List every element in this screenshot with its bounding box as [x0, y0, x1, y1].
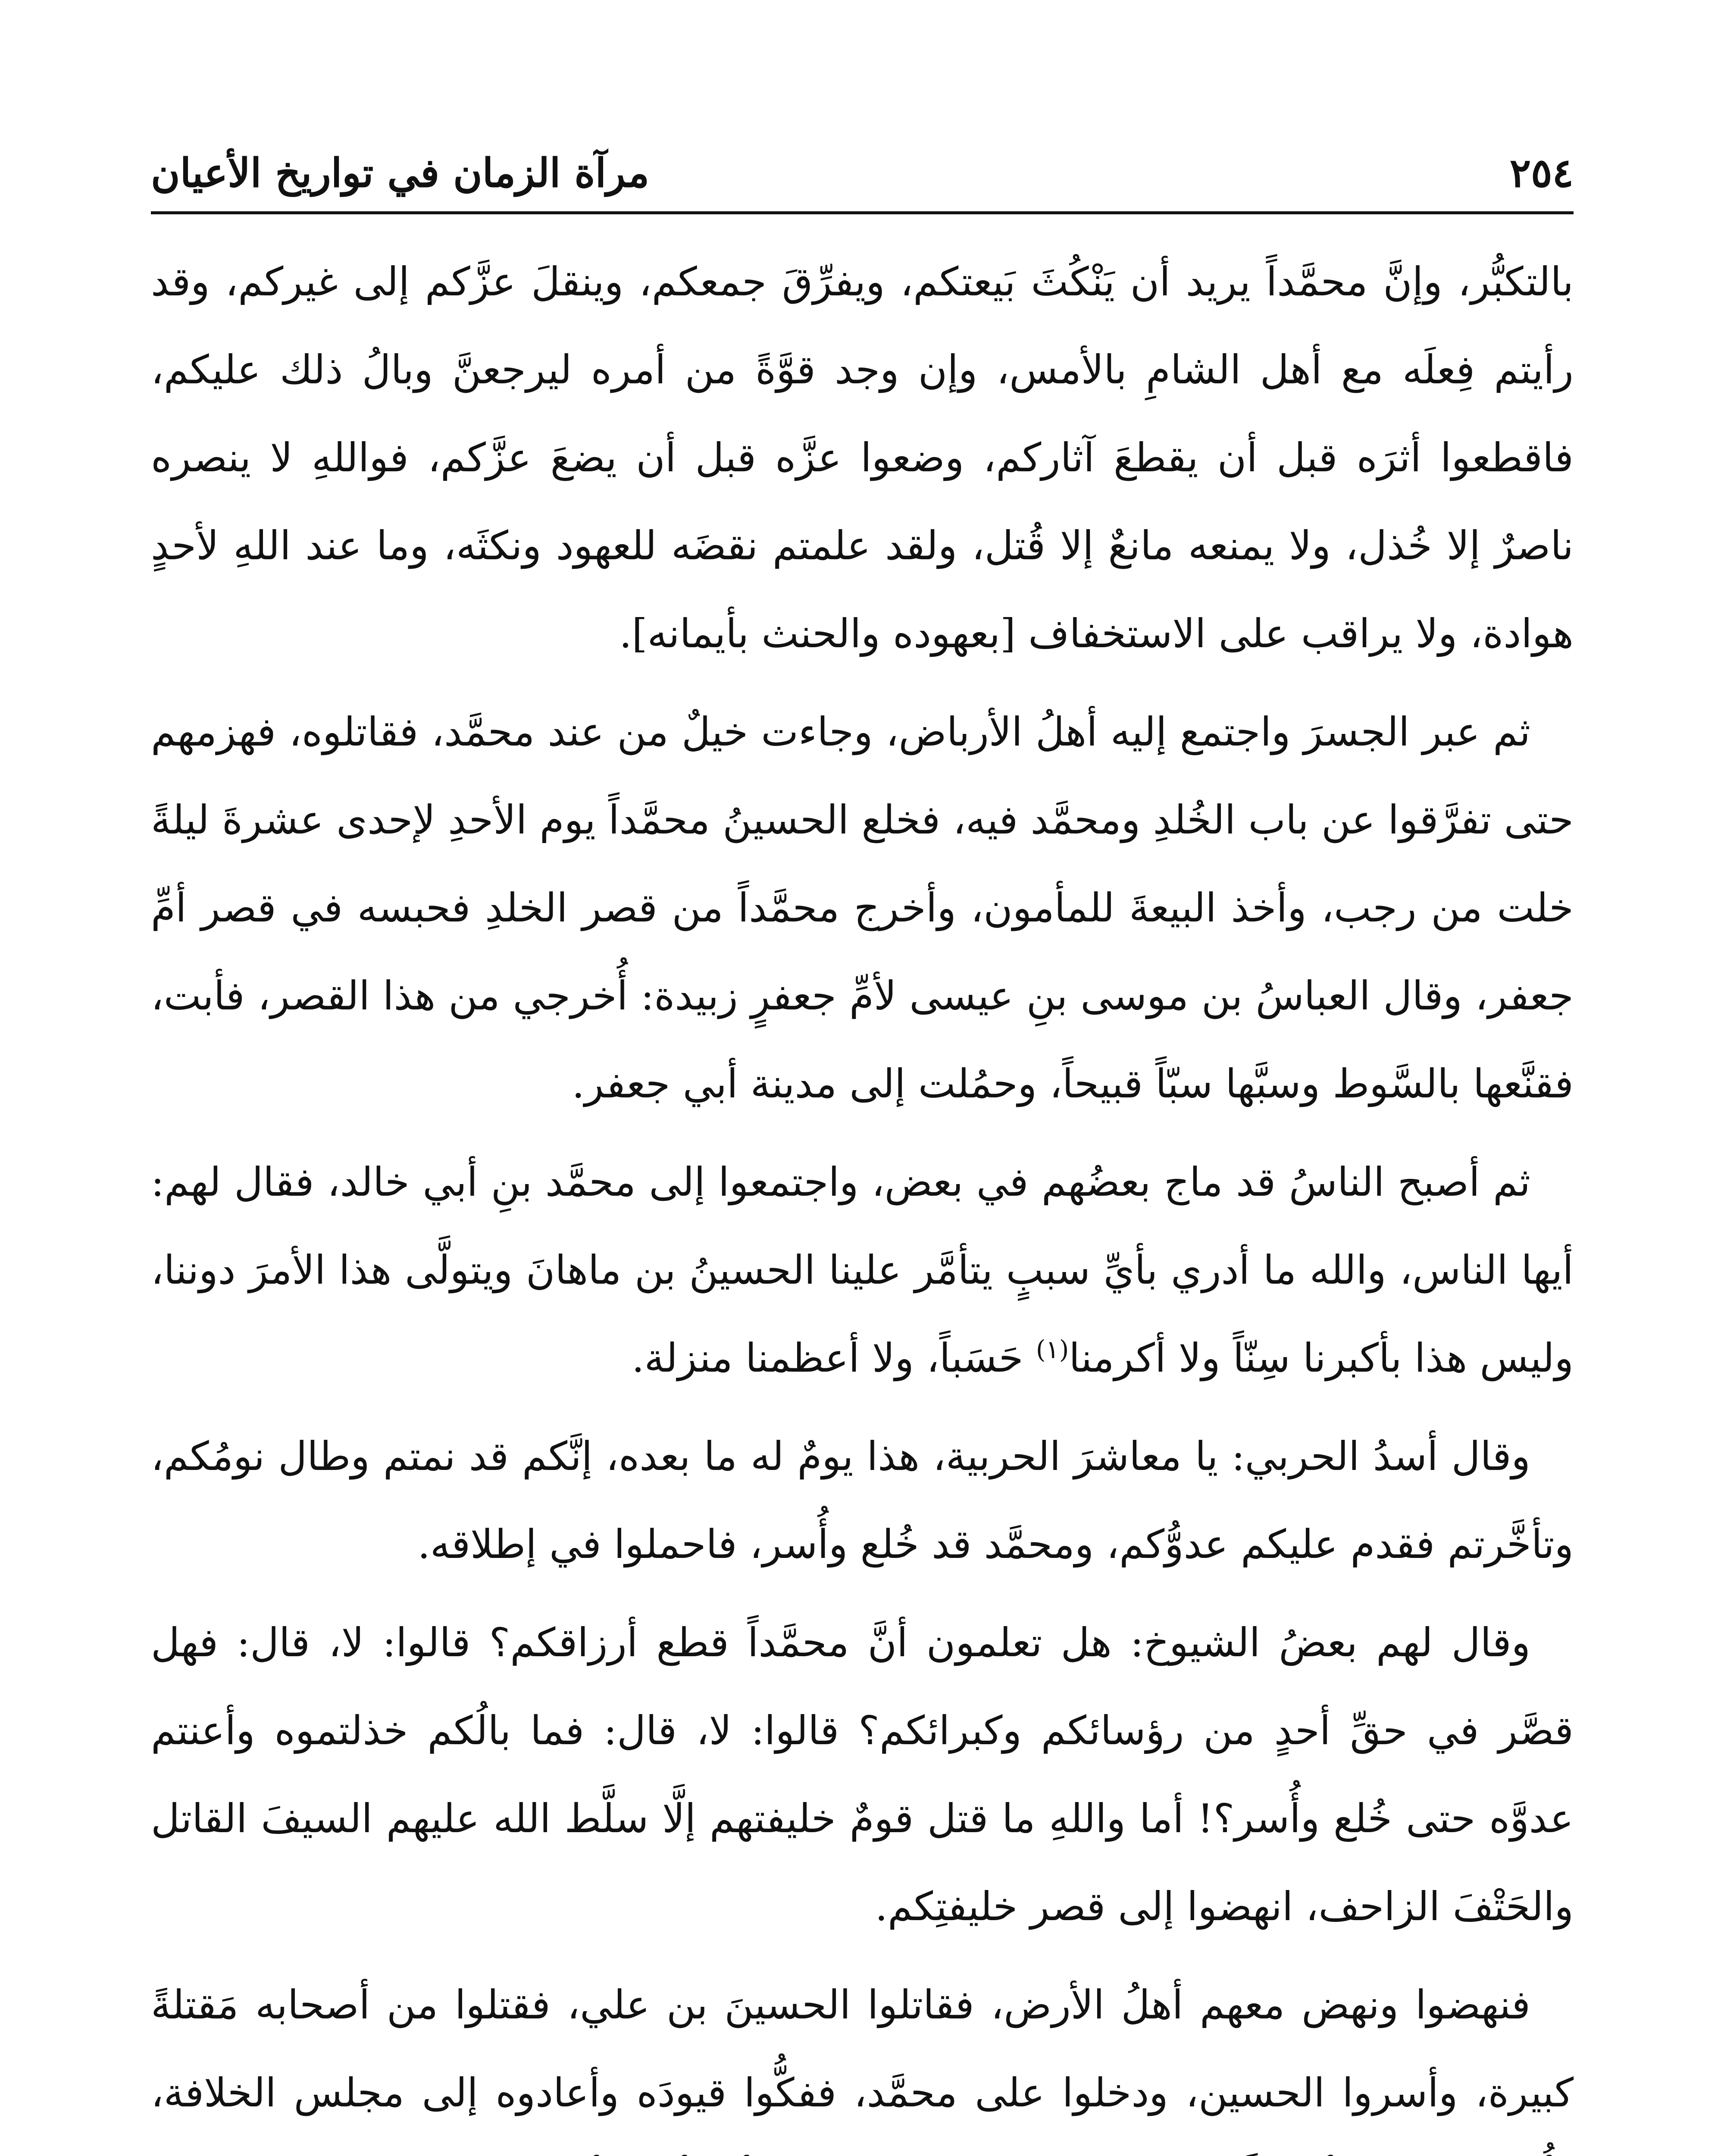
- paragraph-4: وقال أسدُ الحربي: يا معاشرَ الحربية، هذا يومٌ له ما بعده، إنَّكم قد نمتم وطال نومُكم، وتأخَّرتم فقدم عليكم عدوُّكم، ومحمَّد قد خُلع وأُسر، فاحملوا في إطلاقه.: [151, 1433, 1574, 1567]
- paragraph-5: وقال لهم بعضُ الشيوخ: هل تعلمون أنَّ محمَّداً قطع أرزاقكم؟ قالوا: لا، قال: فهل قصَّر في حقِّ أحدٍ من رؤسائكم وكبرائكم؟ قالوا: لا، قال: فما بالُكم خذلتموه وأعنتم عدوَّه حتى خُلع وأُسر؟! أما واللهِ ما قتل قومٌ خليفتهم إلَّا سلَّط الله عليهم السيفَ القاتل والحَتْفَ الزاحف، انهضوا إلى قصر خليفتِكم.: [151, 1620, 1574, 1930]
- page-number: ٢٥٤: [1509, 150, 1574, 196]
- paragraph-3-end: حَسَباً، ولا أعظمنا منزلة.: [632, 1335, 1023, 1381]
- main-text: [151, 238, 1574, 2156]
- paragraph-3-text: ثم أصبح الناسُ قد ماج بعضُهم في بعض، واجتمعوا إلى محمَّد بنِ أبي خالد، فقال لهم: أيها الناس، والله ما أدري بأيِّ سببٍ يتأمَّر علينا الحسينُ بن ماهانَ ويتولَّى هذا الأمرَ دوننا، وليس هذا بأكبرنا سِنّاً ولا أكرمنا: [151, 1159, 1574, 1381]
- paragraph-3: [151, 1138, 1574, 1402]
- paragraph-6: فنهضوا ونهض معهم أهلُ الأرض، فقاتلوا الحسينَ بن علي، فقتلوا من أصحابه مَقتلةً كبيرة، وأسروا الحسين، ودخلوا على محمَّد، ففكُّوا قيودَه وأعادوه إلى مجلس الخلافة،: [151, 1982, 1574, 2116]
- book-title: مرآة الزمان في تواريخ الأعيان: [151, 150, 650, 196]
- paragraph-2: ثم عبر الجسرَ واجتمع إليه أهلُ الأرباض، وجاءت خيلٌ من عند محمَّد، فقاتلوه، فهزمهم حتى تفرَّقوا عن باب الخُلدِ ومحمَّد فيه، فخلع الحسينُ محمَّداً يوم الأحدِ لإحدى عشرةَ ليلةً خلت من رجب، وأخذ البيعةَ للمأمون، وأخرج محمَّداً من قصر الخلدِ فحبسه في قصر أمِّ جعفر، وقال العباسُ بن موسى بنِ عيسى لأمِّ جعفرٍ زبيدة: أُخرجي من هذا القصر، فأبت، فقنَّعها بالسَّوط وسبَّها سبّاً قبيحاً، وحمُلت إلى مدينة أبي جعفر.: [151, 709, 1574, 1107]
- running-header: [151, 142, 1574, 214]
- book-page: [151, 142, 1574, 2156]
- footnote-reference[interactable]: (١): [1036, 1335, 1069, 1364]
- paragraph-1: بالتكبُّر، وإنَّ محمَّداً يريد أن يَنْكُثَ بَيعتكم، ويفرِّقَ جمعكم، وينقلَ عزَّكم إلى غيركم، وقد رأيتم فِعلَه مع أهل الشامِ بالأمس، وإن وجد قوَّةً من أمره ليرجعنَّ وبالُ ذلك عليكم، فاقطعوا أثرَه قبل أن يقطعَ آثاركم، وضعوا عزَّه قبل أن يضعَ عزَّكم، فواللهِ لا ينصره ناصرٌ إلا خُذل، ولا يمنعه مانعٌ إلا قُتل، ولقد علمتم نقضَه للعهود ونكثَه، وما عند اللهِ لأحدٍ هوادة، ولا يراقب على الاستخفاف [بعهوده والحنث بأيمانه].: [151, 259, 1574, 657]
